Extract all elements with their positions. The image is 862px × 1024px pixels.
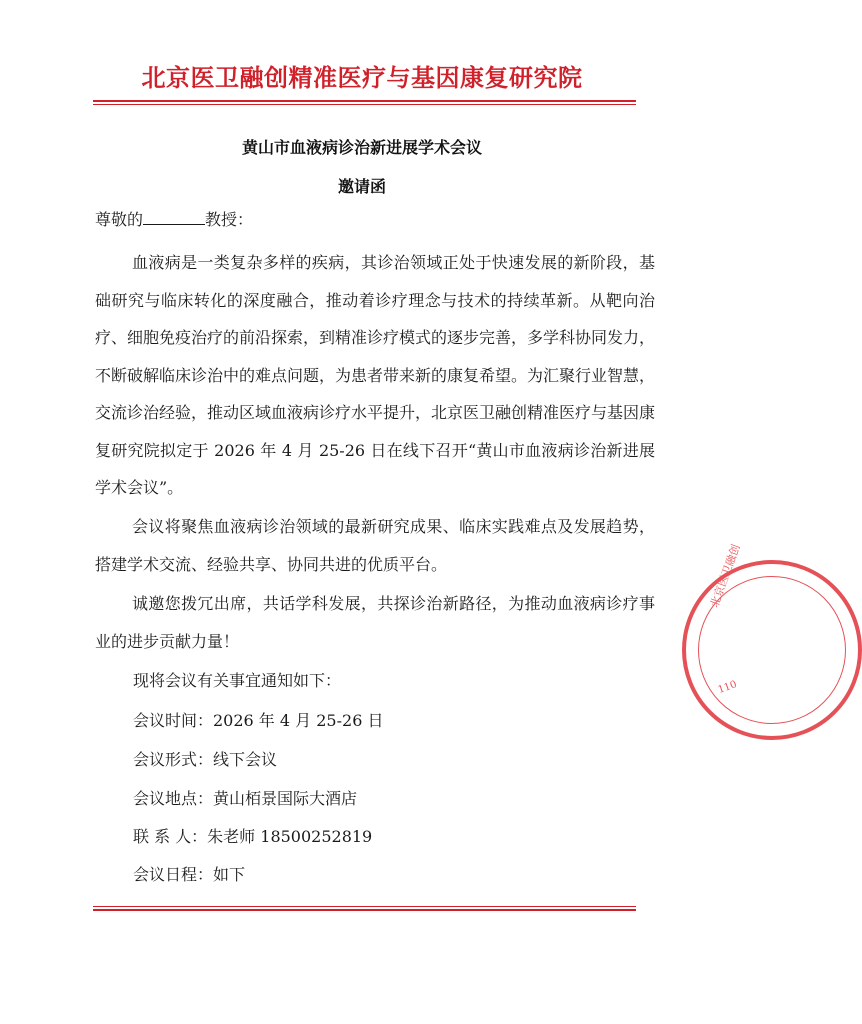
letterhead-title: 北京医卫融创精准医疗与基因康复研究院 bbox=[141, 63, 583, 92]
seal-text: 北京医卫融创 bbox=[707, 542, 743, 610]
body-paragraph-1: 血液病是一类复杂多样的疾病，其诊治领域正处于快速发展的新阶段，基础研究与临床转化的深度融合，推动着诊疗理念与技术的持续革新。从靶向治疗、细胞免疫治疗的前沿探索，到精准诊疗模式的逐步完善，多学科协同发力，不断破解临床诊治中的难点问题，为患者带来新的康复希望。为汇聚行业智慧，交流诊治经验，推动区域血液病诊疗水平提升，北京医卫融创精准医疗与基因康复研究院拟定于 2026 年 4 月 25-26 日在线下召开“黄山市血液病诊治新进展学术会议”。 bbox=[95, 253, 656, 497]
document-title: 黄山市血液病诊治新进展学术会议 bbox=[241, 138, 482, 157]
detail-time: 会议时间：2026 年 4 月 25-26 日 bbox=[133, 711, 384, 730]
official-seal bbox=[682, 542, 862, 740]
body-paragraph-2: 会议将聚焦血液病诊治领域的最新研究成果、临床实践难点及发展趋势，搭建学术交流、经验共享、协同共进的优质平台。 bbox=[95, 517, 655, 574]
body-paragraph-3: 诚邀您拨冗出席，共话学科发展，共探诊治新路径，为推动血液病诊疗事业的进步贡献力量！ bbox=[95, 594, 655, 651]
notice-intro: 现将会议有关事宜通知如下： bbox=[133, 671, 342, 690]
detail-contact: 联 系 人：朱老师 18500252819 bbox=[133, 827, 373, 846]
salutation-prefix: 尊敬的 bbox=[95, 210, 144, 229]
document-subtitle: 邀请函 bbox=[337, 177, 386, 196]
header-rule-bottom bbox=[93, 104, 636, 105]
salutation-suffix: 教授： bbox=[205, 210, 254, 229]
seal-number: 110 bbox=[716, 679, 739, 696]
footer-rule-bottom bbox=[93, 909, 636, 911]
salutation bbox=[95, 207, 253, 230]
footer-rule-top bbox=[93, 906, 636, 907]
detail-schedule: 会议日程：如下 bbox=[133, 865, 246, 884]
name-blank-line bbox=[143, 210, 205, 225]
detail-location: 会议地点：黄山栢景国际大酒店 bbox=[133, 789, 358, 808]
header-rule-top bbox=[93, 100, 636, 102]
detail-format: 会议形式：线下会议 bbox=[133, 750, 278, 769]
